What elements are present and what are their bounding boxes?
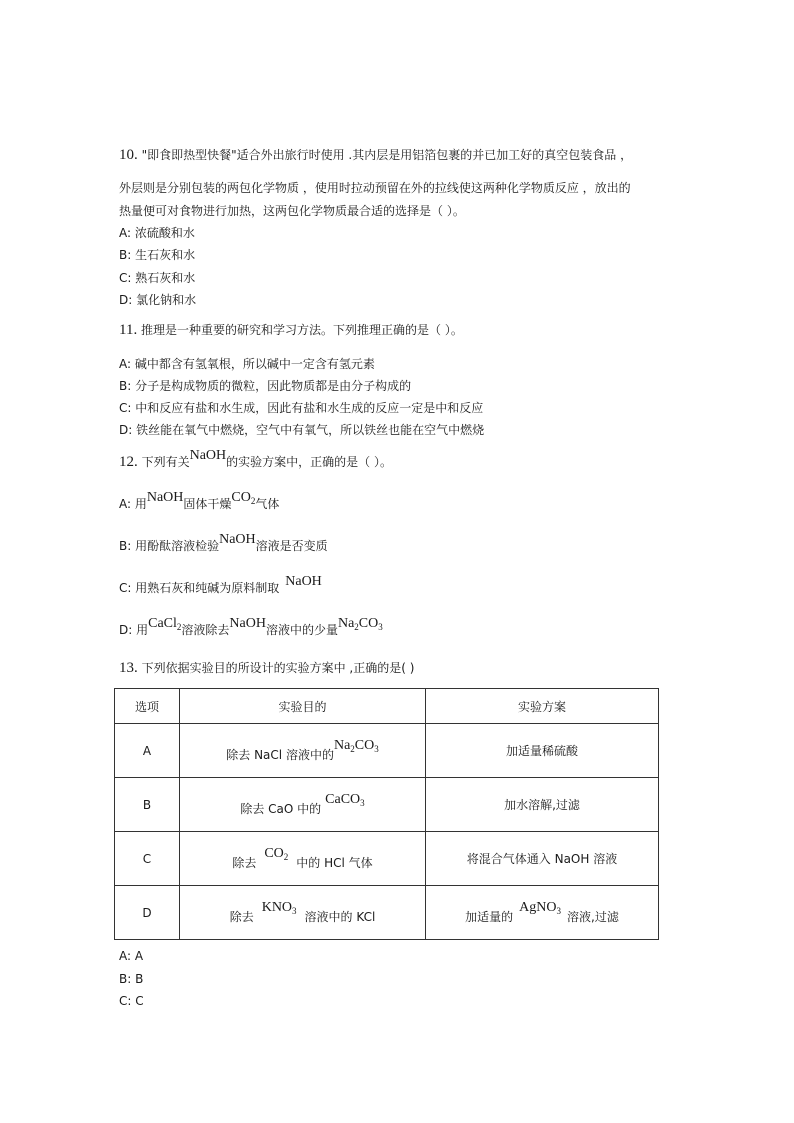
- q12-option-d-text-3: 溶液中的少量: [265, 623, 338, 637]
- q12-number: 12.: [119, 454, 138, 470]
- q11-stem: [119, 322, 463, 338]
- formula-sub: 2: [283, 851, 289, 862]
- plan-text: 溶液,过滤: [567, 909, 619, 924]
- purpose-formula: [264, 846, 288, 861]
- purpose-formula: [334, 738, 379, 753]
- q12-option-a: [119, 490, 280, 516]
- table-header-plan: 实验方案: [426, 689, 659, 724]
- q11-option-a: A: 碱中都含有氢氧根，所以碱中一定含有氢元素: [119, 357, 375, 371]
- q13-stem-text: 下列依据实验目的所设计的实验方案中 ,正确的是( ): [137, 661, 415, 675]
- q10-option-b: B: 生石灰和水: [119, 248, 196, 262]
- q12-option-d-formula-3-a: Na: [337, 616, 355, 631]
- q12-option-b: [119, 532, 328, 555]
- plan-formula: [519, 900, 561, 915]
- table-cell-plan: 将混合气体通入 NaOH 溶液: [426, 832, 659, 886]
- q12-option-d-formula-3-sub: 2: [354, 622, 359, 632]
- q12-option-d-formula-3-sub2: 3: [378, 622, 383, 632]
- q10-stem-line1: [119, 147, 632, 163]
- plan-text: 加适量的: [465, 909, 514, 924]
- q13-option-b: B: B: [119, 972, 144, 986]
- purpose-text: 中的 HCl 气体: [296, 855, 373, 870]
- table-cell-plan: 加水溶解,过滤: [426, 778, 659, 832]
- table-row: [115, 778, 659, 832]
- formula-part: Na: [333, 737, 351, 753]
- purpose-formula: [325, 792, 365, 807]
- formula-sub: 2: [350, 743, 355, 754]
- q12-stem-text-a: 下列有关: [137, 455, 190, 469]
- formula-part: CO: [264, 845, 284, 861]
- q10-number: 10.: [119, 147, 138, 163]
- q12-option-b-text-1: B: 用酚酞溶液检验: [119, 539, 220, 553]
- q11-stem-text: 推理是一种重要的研究和学习方法。下列推理正确的是（ ）。: [141, 323, 463, 337]
- table-cell-plan: [426, 886, 659, 940]
- q11-option-d: D: 铁丝能在氧气中燃烧，空气中有氧气，所以铁丝也能在空气中燃烧: [119, 423, 485, 437]
- q13-option-c: C: C: [119, 994, 144, 1008]
- table-cell-option: D: [115, 886, 180, 940]
- q12-option-b-text-2: 溶液是否变质: [255, 539, 328, 553]
- table-row: [115, 724, 659, 778]
- q12-option-d-formula-3-b: CO: [358, 616, 379, 631]
- q12-option-a-formula-2-sub: 2: [250, 496, 256, 506]
- table-cell-purpose: [180, 724, 426, 778]
- table-row: [115, 832, 659, 886]
- q10-option-a: A: 浓硫酸和水: [119, 226, 195, 240]
- table-cell-option: C: [115, 832, 180, 886]
- formula-sub: 3: [556, 905, 562, 916]
- q10-stem-line2: 外层则是分别包装的两包化学物质 ，使用时拉动预留在外的拉线使这两种化学物质反应 ，放出的: [119, 181, 631, 195]
- q12-option-d-formula-1-base: CaCl: [148, 616, 177, 631]
- table-cell-purpose: [180, 832, 426, 886]
- table-header-row: [115, 689, 659, 724]
- purpose-text: 除去 NaCl 溶液中的: [226, 747, 334, 762]
- q12-option-a-formula-2: [231, 490, 255, 505]
- table-cell-option: A: [115, 724, 180, 778]
- formula-part: KNO: [261, 899, 293, 915]
- purpose-text: 除去: [232, 855, 257, 870]
- q12-option-d-formula-2: NaOH: [229, 616, 266, 631]
- q12-option-d-formula-1: [148, 616, 181, 631]
- table-header-purpose: 实验目的: [180, 689, 426, 724]
- q12-option-a-formula-1: NaOH: [146, 490, 184, 505]
- q10-stem-text-1: "即食即热型快餐"适合外出旅行时使用 .其内层是用铝箔包裹的并已加工好的真空包装食品 ，: [141, 148, 633, 162]
- q11-option-b: B: 分子是构成物质的微粒，因此物质都是由分子构成的: [119, 379, 412, 393]
- purpose-text: 除去 CaO 中的: [240, 801, 322, 816]
- q12-option-a-text-1: A: 用: [119, 497, 147, 511]
- q10-option-c: C: 熟石灰和水: [119, 271, 196, 285]
- q13-number: 13.: [119, 660, 138, 676]
- q12-option-a-formula-2-base: CO: [231, 490, 251, 505]
- formula-sub: 3: [374, 743, 379, 754]
- q10-option-d: D: 氯化钠和水: [119, 293, 197, 307]
- purpose-formula: [262, 900, 297, 915]
- purpose-text: 除去: [229, 909, 254, 924]
- purpose-text: 溶液中的 KCl: [304, 909, 376, 924]
- q12-option-d: [119, 616, 383, 642]
- table-cell-purpose: [180, 886, 426, 940]
- formula-sub: 3: [292, 905, 297, 916]
- q12-stem-text-b: 的实验方案中，正确的是（ ）。: [226, 455, 392, 469]
- formula-part: CaCO: [325, 791, 361, 807]
- q12-option-c: [119, 574, 322, 597]
- formula-sub: 3: [360, 797, 365, 808]
- q12-option-d-text-2: 溶液除去: [181, 623, 230, 637]
- formula-part: AgNO: [519, 899, 557, 915]
- table-cell-option: B: [115, 778, 180, 832]
- q12-formula-naoh: NaOH: [189, 448, 227, 463]
- q12-option-c-formula: NaOH: [285, 574, 322, 589]
- q12-option-a-text-3: 气体: [255, 497, 280, 511]
- q11-number: 11.: [119, 322, 138, 338]
- table-cell-plan: 加适量稀硫酸: [426, 724, 659, 778]
- table-header-option: 选项: [115, 689, 180, 724]
- q12-option-a-text-2: 固体干燥: [183, 497, 232, 511]
- q12-stem: [119, 448, 392, 471]
- q12-option-d-text-1: D: 用: [119, 623, 149, 637]
- q12-option-d-formula-3: [338, 616, 383, 631]
- q13-options-table: [114, 688, 659, 940]
- q13-stem: [119, 660, 414, 676]
- q12-option-b-formula: NaOH: [219, 532, 256, 547]
- table-cell-purpose: [180, 778, 426, 832]
- table-row: [115, 886, 659, 940]
- formula-part: CO: [354, 737, 375, 753]
- q12-option-c-text: C: 用熟石灰和纯碱为原料制取: [119, 581, 280, 595]
- q13-option-a: A: A: [119, 949, 144, 963]
- q11-option-c: C: 中和反应有盐和水生成，因此有盐和水生成的反应一定是中和反应: [119, 401, 484, 415]
- q12-option-d-formula-1-sub: 2: [176, 622, 182, 632]
- q10-stem-line3: 热量便可对食物进行加热，这两包化学物质最合适的选择是（ ）。: [119, 204, 465, 218]
